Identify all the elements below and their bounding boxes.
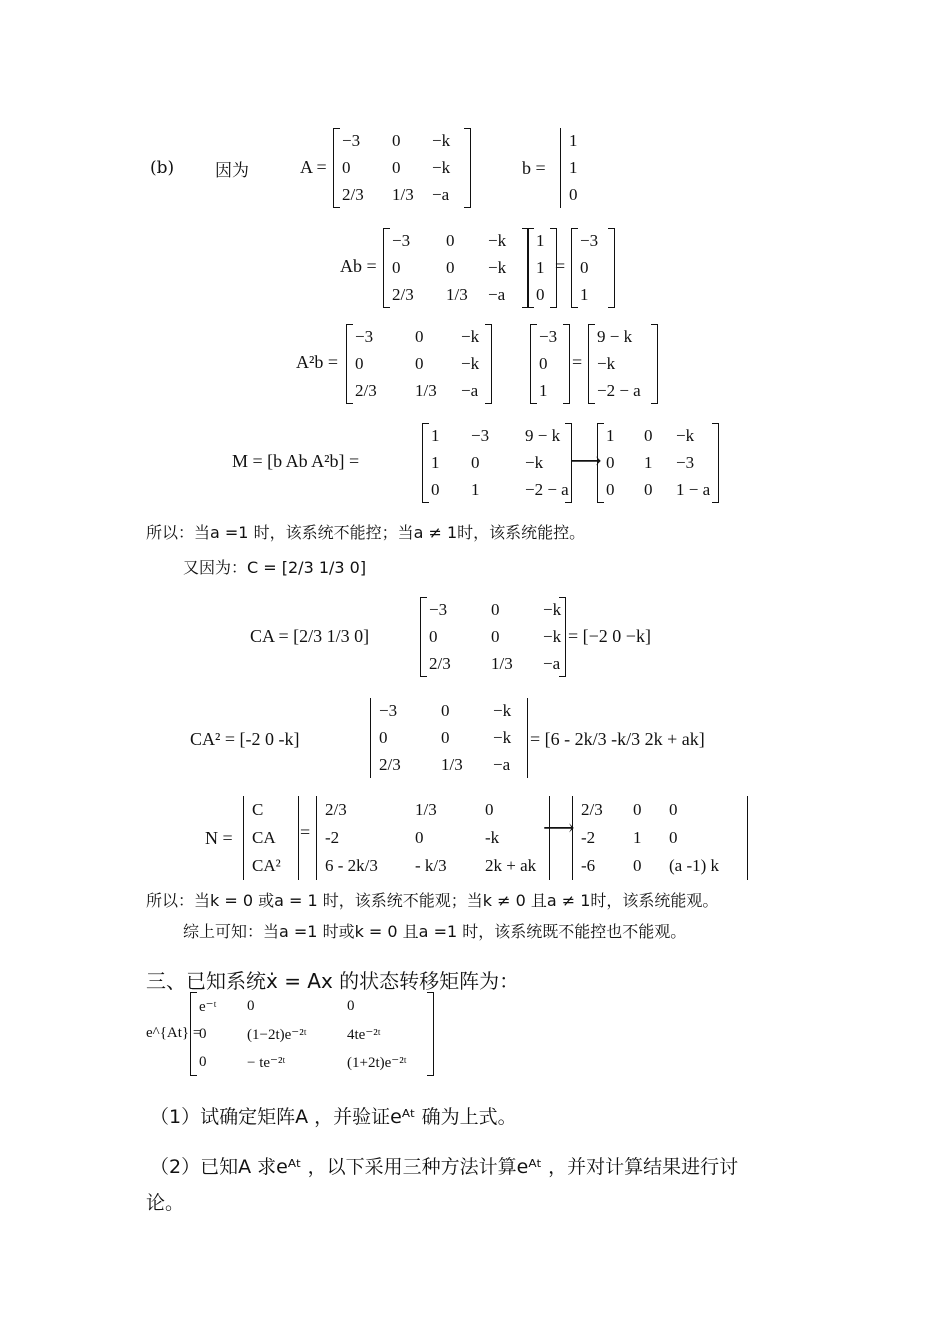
matrix-cell: 9 − k — [597, 327, 633, 347]
matrix-cell: 2/3 — [581, 800, 603, 819]
matrix-cell: 0 — [342, 157, 351, 177]
matrix-cell: 2/3 — [325, 800, 347, 819]
matrix-cell: −2 − a — [597, 380, 641, 400]
matrix-cell: 0 — [606, 479, 615, 499]
matrix-cell: −3 — [471, 426, 490, 446]
matrix-cell: CA² — [252, 856, 281, 875]
reduce-arrow: ⟶ — [543, 815, 575, 840]
section3-title: 三、已知系统ẋ = Ax 的状态转移矩阵为： — [146, 969, 520, 993]
matrix-cell: 9 − k — [525, 426, 561, 446]
CA2-result: = [6 - 2k/3 -k/3 2k + ak] — [530, 729, 705, 749]
matrix-cell: 0 — [446, 231, 455, 251]
matrix-cell: −k — [543, 600, 562, 620]
matrix-cell: 0 — [633, 856, 642, 875]
matrix-cell: 0 — [392, 131, 401, 151]
question-2-continued: 论。 — [146, 1192, 185, 1214]
matrix-cell: 0 — [633, 800, 642, 819]
matrix-cell: 1 — [539, 380, 548, 400]
matrix-A — [333, 128, 471, 208]
matrix-cell: −k — [676, 426, 695, 446]
matrix-cell: 0 — [606, 452, 615, 472]
matrix-A — [383, 228, 529, 308]
controllability-conclusion: 所以：当a =1 时，该系统不能控；当a ≠ 1时，该系统能控。 — [146, 523, 586, 542]
matrix-cell: 1 — [536, 231, 545, 251]
matrix-cell: −a — [461, 380, 479, 400]
matrix-cell: -2 — [325, 828, 340, 847]
matrix-cell: 0 — [485, 800, 494, 819]
matrix-cell: 2/3 — [379, 754, 401, 774]
matrix-cell: 1/3 — [415, 380, 437, 400]
matrix-cell: 0 — [355, 353, 364, 373]
matrix-cell: −k — [432, 157, 451, 177]
matrix-A — [370, 698, 528, 778]
matrix-cell: 1/3 — [441, 754, 463, 774]
CA2-lhs: CA² = [-2 0 -k] — [190, 729, 300, 749]
matrix-cell: 0 — [199, 1053, 207, 1070]
CA-lhs: CA = [2/3 1/3 0] — [250, 626, 370, 646]
equals-sign: = — [572, 352, 583, 372]
matrix-cell: −k — [488, 231, 507, 251]
matrix-cell: 1 — [431, 426, 440, 446]
matrix-cell: CA — [252, 828, 276, 847]
matrix-cell: 1 — [569, 157, 578, 177]
matrix-cell: −3 — [539, 327, 558, 347]
reduced-matrix — [597, 423, 719, 503]
observability-conclusion: 所以：当k = 0 或a = 1 时，该系统不能观；当k ≠ 0 且a ≠ 1时，该系统能观。 — [146, 891, 719, 910]
matrix-cell: 0 — [491, 600, 500, 620]
matrix-cell: 0 — [539, 353, 548, 373]
matrix-cell: 0 — [429, 626, 438, 646]
summary-conclusion: 综上可知：当a =1 时或k = 0 且a =1 时，该系统既不能控也不能观。 — [183, 922, 687, 941]
matrix-cell: −k — [488, 257, 507, 277]
vector-b — [527, 228, 557, 308]
matrix-cell: −a — [488, 284, 506, 304]
matrix-cell: 1 — [580, 284, 589, 304]
matrix-cell: −k — [432, 131, 451, 151]
matrix-cell: −k — [493, 701, 512, 721]
matrix-cell: (1−2t)e⁻²ᵗ — [247, 1026, 307, 1043]
M-lhs: M = [b Ab A²b] = — [232, 451, 360, 471]
matrix-cell: −3 — [676, 452, 695, 472]
matrix-cell: −3 — [580, 231, 599, 251]
A2b-lhs: A²b = — [296, 352, 339, 372]
matrix-cell: 1/3 — [415, 800, 437, 819]
matrix-cell: 1 − a — [676, 479, 711, 499]
matrix-cell: −k — [461, 327, 480, 347]
reduce-arrow: ⟶ — [570, 448, 602, 473]
matrix-A — [346, 324, 492, 404]
vector-Ab — [571, 228, 615, 308]
matrix-cell: 6 - 2k/3 — [325, 856, 378, 875]
matrix-cell: 0 — [199, 1025, 207, 1042]
matrix-cell: 0 — [569, 184, 578, 204]
matrix-cell: −a — [493, 754, 511, 774]
matrix-cell: −3 — [342, 131, 361, 151]
matrix-cell: 2/3 — [429, 653, 451, 673]
equals-sign: = — [300, 822, 311, 842]
matrix-cell: 1 — [644, 452, 653, 472]
Ab-lhs: Ab = — [340, 256, 377, 276]
matrix-cell: 0 — [379, 727, 388, 747]
matrix-cell: 0 — [644, 426, 653, 446]
question-2: （2）已知A 求eᴬᵗ ，以下采用三种方法计算eᴬᵗ ，并对计算结果进行讨 — [150, 1156, 739, 1178]
matrix-cell: 0 — [491, 626, 500, 646]
matrix-cell: 0 — [536, 284, 545, 304]
matrix-cell: 2k + ak — [485, 856, 537, 875]
matrix-cell: 1 — [606, 426, 615, 446]
matrix-cell: -2 — [581, 828, 596, 847]
observability-matrix — [316, 796, 550, 880]
matrix-cell: −a — [432, 184, 450, 204]
CA-result: = [−2 0 −k] — [568, 626, 651, 646]
part-label: (b) — [150, 158, 175, 178]
matrix-cell: C — [252, 800, 264, 819]
matrix-cell: 0 — [247, 997, 255, 1014]
matrix-cell: e⁻ᵗ — [199, 998, 217, 1015]
matrix-cell: −2 − a — [525, 479, 569, 499]
matrix-cell: 0 — [580, 257, 589, 277]
matrix-cell: −a — [543, 653, 561, 673]
matrix-cell: −k — [543, 626, 562, 646]
matrix-cell: −3 — [379, 701, 398, 721]
matrix-cell: 0 — [347, 997, 355, 1014]
vector-b — [560, 128, 627, 208]
matrix-cell: 1 — [569, 131, 578, 151]
matrix-cell: 4te⁻²ᵗ — [347, 1026, 381, 1043]
matrix-cell: 1/3 — [446, 284, 468, 304]
matrix-cell: −3 — [392, 231, 411, 251]
C-definition: 又因为：C = [2/3 1/3 0] — [183, 558, 367, 577]
matrix-cell: 0 — [669, 828, 678, 847]
matrix-cell: 0 — [415, 327, 424, 347]
controllability-matrix — [422, 423, 572, 503]
matrix-cell: 1 — [431, 452, 440, 472]
matrix-cell: 1 — [471, 479, 480, 499]
matrix-cell: (a -1) k — [669, 856, 720, 875]
matrix-cell: −k — [525, 452, 544, 472]
matrix-cell: 0 — [644, 479, 653, 499]
matrix-cell: 0 — [669, 800, 678, 819]
matrix-cell: −k — [493, 727, 512, 747]
matrix-cell: 2/3 — [392, 284, 414, 304]
matrix-cell: −3 — [355, 327, 374, 347]
matrix-cell: −k — [597, 353, 616, 373]
matrix-cell: 1/3 — [392, 184, 414, 204]
matrix-cell: 1/3 — [491, 653, 513, 673]
matrix-cell: 1 — [633, 828, 642, 847]
matrix-cell: -6 — [581, 856, 596, 875]
matrix-cell: 0 — [392, 157, 401, 177]
matrix-cell: 0 — [441, 701, 450, 721]
matrix-cell: 0 — [415, 828, 424, 847]
matrix-cell: - k/3 — [415, 856, 447, 875]
matrix-cell: -k — [485, 828, 500, 847]
matrix-cell: 2/3 — [342, 184, 364, 204]
matrix-cell: −3 — [429, 600, 448, 620]
N-lhs: N = — [205, 828, 233, 848]
because-text: 因为 — [215, 161, 249, 181]
matrix-cell: 2/3 — [355, 380, 377, 400]
matrix-cell: 0 — [441, 727, 450, 747]
matrix-cell: 1 — [536, 257, 545, 277]
N-block-column — [243, 796, 299, 880]
vector-A2b — [588, 324, 658, 404]
matrix-A — [420, 597, 566, 677]
A-lhs: A = — [300, 157, 327, 177]
matrix-cell: 0 — [446, 257, 455, 277]
matrix-cell: 0 — [471, 452, 480, 472]
matrix-cell: − te⁻²ᵗ — [247, 1054, 286, 1071]
equals-sign: = — [555, 256, 566, 276]
matrix-cell: 0 — [431, 479, 440, 499]
reduced-observability-matrix — [572, 796, 748, 880]
matrix-cell: −k — [461, 353, 480, 373]
state-transition-matrix — [190, 992, 434, 1076]
matrix-cell: 0 — [392, 257, 401, 277]
eAt-lhs: e^{At} = — [146, 1025, 202, 1041]
vector-Ab — [530, 324, 570, 404]
matrix-cell: 0 — [415, 353, 424, 373]
b-lhs: b = — [522, 158, 546, 178]
question-1: （1）试确定矩阵A ，并验证eᴬᵗ 确为上式。 — [150, 1106, 517, 1128]
matrix-cell: (1+2t)e⁻²ᵗ — [347, 1054, 407, 1071]
